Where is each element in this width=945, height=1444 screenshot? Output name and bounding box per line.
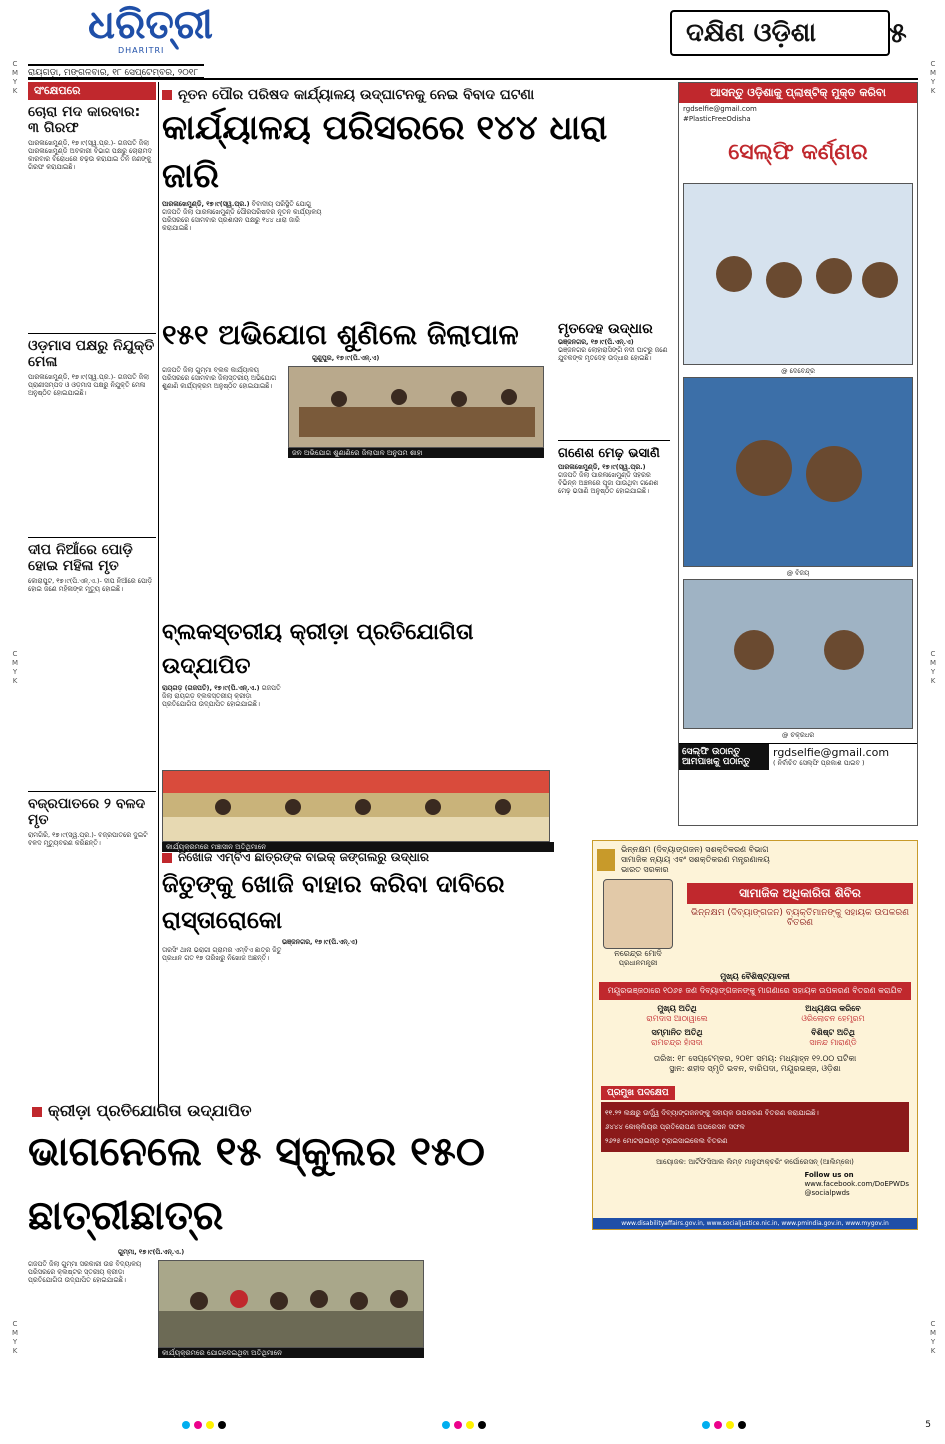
selfie-corner-ad <box>678 82 918 826</box>
story-headline: ୧୫୧ ଅଭିଯୋଗ ଶୁଣିଲେ ଜିଲାପାଳ <box>162 318 519 351</box>
story-dateline: ପାରଳାଖେମୁଣ୍ଡି, ୧୭।୯(ସ୍ୱ.ପ୍ର.) <box>162 200 250 208</box>
meeting-photo <box>288 366 544 448</box>
selfie-footer-email[interactable]: rgdselfie@gmail.com <box>773 746 890 759</box>
department-3: ଭାରତ ସରକାର <box>621 865 669 874</box>
brief-body: ପାରଳାଖେମୁଣ୍ଡି, ୧୭।୯(ସ୍ୱ.ପ୍ର.)- ଗଜପତି ଜିଲା ପ୍ରାଣୀସମ୍ପଦ ଓ ଓଡ଼ମାସ ପକ୍ଷରୁ ନିଯୁକ୍ତି ମେଳା ଅନୁଷ୍ଠିତ ହୋଇଯାଇଛି। <box>28 373 150 397</box>
page-number: ୫ <box>889 16 907 49</box>
guest-name: ରାମଦାସ ଆଠାୱାଲେ <box>646 1014 708 1023</box>
stage-photo-illustration <box>163 771 550 842</box>
highlight-label: ମୁଖ୍ୟ ବୈଶିଷ୍ଟ୍ୟାବଳୀ <box>720 972 790 981</box>
story-dateline: ଭଞ୍ଜନଗର, ୧୭।୯(ପି.ଏନ୍.ଏ) <box>282 938 358 946</box>
selfie-credit: @ ଦେବେନ୍ଦ୍ର <box>781 367 815 375</box>
story-headline: ଗଣେଶ ମେଢ଼ ଭସାଣି <box>558 446 660 461</box>
govt-ad-departments <box>621 845 770 875</box>
camp-title: ସାମାଜିକ ଅଧିକାରିତା ଶିବିର <box>687 883 913 904</box>
story-body-recovered <box>558 320 670 831</box>
initiatives-list <box>601 1102 909 1152</box>
story-body: ଗଜପତି ଜିଲା ଗୁମ୍ମା ସରକାରୀ ଉଚ୍ଚ ବିଦ୍ୟାଳୟ ପରିସରରେ କ୍ଲଷ୍ଟର ସ୍ତରୀୟ କ୍ରୀଡ଼ା ପ୍ରତିଯୋଗିତା ଉଦ୍‌ଯାପିତ ହୋଇଯାଇଛି। <box>28 1260 142 1284</box>
initiatives-label: ପ୍ରମୁଖ ପଦକ୍ଷେପ <box>601 1086 675 1100</box>
registration-marks <box>440 1414 488 1433</box>
story-kicker-text: କ୍ରୀଡ଼ା ପ୍ରତିଯୋଗିତା ଉଦ୍‌ଯାପିତ <box>48 1101 252 1120</box>
story-grievance <box>162 316 552 590</box>
cmyk-mark-right-mid: C M Y K <box>929 650 937 685</box>
selfie-cta-line1: ସେଲ୍‌ଫି ଉଠାନ୍ତୁ <box>682 747 741 757</box>
emblem-icon <box>597 849 615 871</box>
guest-card <box>757 1028 909 1048</box>
story-body <box>162 684 282 768</box>
story-body-continued <box>162 480 552 590</box>
brief-body: ରାମଗିରି, ୧୭।୯(ସ୍ୱ.ପ୍ର.)- ବଜ୍ରପାତରେ ଦୁଇଟି ବଳଦ ମୃତ୍ୟୁବରଣ କରିଛନ୍ତି। <box>28 831 148 847</box>
guest-card <box>757 1004 909 1024</box>
guest-role: ମୁଖ୍ୟ ଅତିଥି <box>657 1004 697 1013</box>
cmyk-mark-left-mid: C M Y K <box>11 650 19 685</box>
story-row <box>162 684 554 768</box>
govt-urls[interactable]: www.disabilityaffairs.gov.in, www.socialjustice.nic.in, www.pmindia.gov.in, www.mygov.in <box>593 1218 917 1229</box>
story-body: ଗଜପତି ଜିଲା ଗୁମ୍ମା ବ୍ଲକ କାର୍ଯ୍ୟାଳୟ ପରିସରରେ ସୋମବାର ଜିଲାସ୍ତରୀୟ ଅଭିଯୋଗ ଶୁଣାଣି କାର୍ଯ୍ୟକ୍ରମ ଅନୁଷ୍ଠିତ ହୋଇଯାଇଛି। <box>162 366 277 390</box>
photo-caption: ଜନ ଅଭିଯୋଗ ଶୁଣାଣିରେ ଜିଲାପାଳ ଅନୁପମ ଶାହା <box>288 448 544 458</box>
guest-role: ବିଶିଷ୍ଟ ଅତିଥି <box>811 1028 855 1037</box>
guest-role: ଅଧ୍ୟକ୍ଷତା କରିବେ <box>805 1004 861 1013</box>
masthead-logo <box>88 1 213 64</box>
story-headline: କାର୍ଯ୍ୟାଳୟ ପରିସରରେ ୧୪୪ ଧାରା ଜାରି <box>162 108 608 196</box>
logo-text: ଧରିତ୍ରୀ <box>88 1 213 48</box>
brief-headline: ଦୀପ ନିଆଁରେ ପୋଡ଼ି ହୋଇ ମହିଳା ମୃତ <box>28 542 133 574</box>
dateline: ରାୟଗଡ଼ା, ମଙ୍ଗଳବାର, ୧୮ ସେପ୍ଟେମ୍ବର, ୨୦୧୮ <box>28 64 204 78</box>
initiative-item: ୧୧.୨୨ ଲକ୍ଷରୁ ଊର୍ଦ୍ଧ୍ୱ ଦିବ୍ୟାଙ୍ଗଜନଙ୍କୁ ସହାୟକ ଉପକରଣ ବିତରଣ କରାଯାଇଛି। <box>605 1109 819 1117</box>
logo-subtitle: DHARITRI <box>118 46 165 55</box>
twitter-link[interactable]: @socialpwds <box>804 1189 850 1197</box>
brief-item <box>28 542 156 787</box>
selfie-logo <box>679 123 917 181</box>
group-photo-illustration <box>159 1261 424 1348</box>
story-row <box>162 366 552 476</box>
story-road-blockade <box>162 848 582 1096</box>
selfie-cta-line2: ଆମପାଖକୁ ପଠାନ୍ତୁ <box>682 757 751 767</box>
pm-title: ପ୍ରଧାନମନ୍ତ୍ରୀ <box>618 959 658 967</box>
bullet-icon <box>162 90 172 100</box>
social-links <box>804 1171 909 1198</box>
story-kicker-text: ନୂତନ ପୌର ପରିଷଦ କାର୍ଯ୍ୟାଳୟ ଉଦ୍‌ଘାଟନକୁ ନେଇ ବିବାଦ ଘଟଣା <box>178 87 535 103</box>
selfie-cta <box>679 744 769 770</box>
selfie-photo-illustration <box>684 580 913 729</box>
facebook-link[interactable]: www.facebook.com/DoEPWDs <box>804 1180 909 1188</box>
initiative-item: ୬୪୪୪ କୋକ୍ଲିୟର ପ୍ରତିରୋପଣ ଅପରେସନ ସଫଳ <box>605 1123 745 1131</box>
cmyk-mark-right-top: C M Y K <box>929 60 937 95</box>
story-kicker <box>162 86 668 104</box>
brief-headline: ବଜ୍ରପାତରେ ୨ ବଳଦ ମୃତ <box>28 796 146 828</box>
brief-body: କୋରାପୁଟ, ୧୭।୯(ପି.ଏନ୍.ଏ.)- ଦୀପ ନିଆଁରେ ପୋଡ଼ି ହୋଇ ଜଣେ ମହିଳାଙ୍କ ମୃତ୍ୟୁ ହୋଇଛି। <box>28 577 153 593</box>
govt-ad-header <box>593 841 917 879</box>
department-1: ଭିନ୍ନକ୍ଷମ (ଦିବ୍ୟାଙ୍ଗଜନ) ସଶକ୍ତିକରଣ ବିଭାଗ <box>621 845 769 854</box>
brief-headline: ଓଡ଼ମାସ ପକ୍ଷରୁ ନିଯୁକ୍ତି ମେଳା <box>28 338 155 370</box>
story-body: ଭଞ୍ଜନଗର ଲୋହାରାସିଙ୍ଗି ନଦୀ ଘାଟରୁ ଜଣେ ଯୁବକଙ୍କ ମୃତଦେହ ଉଦ୍ଧାର ହୋଇଛି। <box>558 346 668 362</box>
story-divider <box>558 440 670 441</box>
story-dateline: ଗୁଣୁପୁର, ୧୭।୯(ପି.ଏନ୍.ଏ) <box>312 354 380 362</box>
highlight-block <box>599 972 911 1000</box>
group-photo <box>158 1260 424 1348</box>
pm-block <box>593 879 683 968</box>
briefs-label: ସଂକ୍ଷେପରେ <box>28 82 156 100</box>
selfie-banner: ଆସନ୍ତୁ ଓଡ଼ିଶାକୁ ପ୍ଲାଷ୍ଟିକ୍ ମୁକ୍ତ କରିବା <box>679 83 917 103</box>
event-place: ସ୍ଥାନ: ଶହୀଦ ସ୍ମୃତି ଭବନ, ବାରିପଦା, ମୟୂରଭଞ୍ଜ, ଓଡ଼ିଶା <box>669 1064 841 1073</box>
story-body-continued <box>430 1260 580 1380</box>
selfie-credit: @ ବିଜୟ <box>786 569 810 577</box>
story-body-continued <box>447 946 582 1096</box>
selfie-photo <box>683 579 913 729</box>
govt-ad-hero <box>593 879 917 968</box>
photo-caption: କାର୍ଯ୍ୟକ୍ରମରେ ଯୋଗଦେଇଥିବା ଅତିଥିମାନେ <box>158 1348 424 1358</box>
department-2: ସାମାଜିକ ନ୍ୟାୟ ଏବଂ ସଶକ୍ତିକରଣ ମନ୍ତ୍ରଣାଳୟ <box>621 855 770 864</box>
photo-caption: କାର୍ଯ୍ୟକ୍ରମରେ ମଞ୍ଚାସୀନ ଅତିଥିମାନେ <box>162 842 554 852</box>
guest-name: ଓରିଲୋଚନ ହେମ୍ବ୍ରମ <box>801 1014 865 1023</box>
meeting-photo-illustration <box>289 367 544 448</box>
brief-item <box>28 338 156 533</box>
story-body-columns <box>162 946 582 1096</box>
cmyk-mark-right-bottom: C M Y K <box>929 1320 937 1355</box>
registration-marks <box>700 1414 748 1433</box>
story-headline: ଜିତୁଙ୍କୁ ଖୋଜି ବାହାର କରିବା ଦାବିରେ ରାସ୍ତାରୋକୋ <box>162 870 505 934</box>
camp-subtitle: ଭିନ୍ନକ୍ଷମ (ଦିବ୍ୟାଙ୍ଗଜନ) ବ୍ୟକ୍ତିମାନଙ୍କୁ ସହାୟକ ଉପକରଣ ବିତରଣ <box>690 908 909 928</box>
story-headline: ମୃତଦେହ ଉଦ୍ଧାର <box>558 321 653 337</box>
cmyk-mark-left-bottom: C M Y K <box>11 1320 19 1355</box>
govt-ad <box>592 840 918 1230</box>
masthead-rule <box>28 78 918 80</box>
story-body-continued <box>288 684 554 768</box>
brief-divider <box>28 791 156 792</box>
organizer-line: ଆୟୋଜକ: ଆର୍ଟିଫିସିଆଲ ଲିମ୍ବ ମାନୁଫାକ୍ଚରିଂ କର୍ପୋରେସନ୍ (ଆଲିମ୍‌କୋ) <box>656 1158 854 1166</box>
highlight-text: ମୟୂରଭଞ୍ଜଠାରେ ୧୦୬୫ ଜଣ ଦିବ୍ୟାଙ୍ଗଜନଙ୍କୁ ମାଗଣାରେ ସହାୟକ ଉପକରଣ ବିତରଣ କରାଯିବ <box>599 982 911 1000</box>
story-kicker <box>32 1102 586 1120</box>
page-corner-number: 5 <box>925 1420 931 1430</box>
selfie-credit: @ ଚକ୍ରଧର <box>781 731 815 739</box>
selfie-email-line: rgdselfie@gmail.com <box>683 105 757 113</box>
guest-name: ସାନନ୍ଦ ମାରାଣ୍ଡି <box>809 1038 857 1047</box>
story-photo-block <box>288 366 544 476</box>
story-headline: ଭାଗନେଲେ ୧୫ ସ୍କୁଲର ୧୫୦ ଛାତ୍ରୀଛାତ୍ର <box>28 1129 485 1239</box>
event-date: ତାରିଖ: ୧୮ ସେପ୍ଟେମ୍ବର, ୨୦୧୮ ସମୟ: ମଧ୍ୟାହ୍ନ ୧୨.୦୦ ଘଟିକା <box>653 1054 857 1063</box>
story-block-sports <box>162 616 554 852</box>
briefs-column <box>28 82 156 1021</box>
story-dateline: ଭଞ୍ଜନଗର, ୧୭।୯(ପି.ଏନ୍.ଏ) <box>558 338 634 346</box>
brief-divider <box>28 537 156 538</box>
guest-role: ସମ୍ମାନିତ ଅତିଥି <box>651 1028 703 1037</box>
column-rule <box>158 82 159 1112</box>
brief-body: ପାରଳାଖେମୁଣ୍ଡି, ୧୭।୯(ସ୍ୱ.ପ୍ର.)- ଗଜପତି ଜିଲା ପାରଳାଖେମୁଣ୍ଡି ଅବକାରୀ ବିଭାଗ ପକ୍ଷରୁ ଚୋରାମଦ କାରବାର ବିରୋଧରେ ଚଢ଼ଉ କରାଯାଇ ତିନି ଜଣଙ୍କୁ ଗିରଫ କରାଯାଇଛି। <box>28 139 152 171</box>
story-dateline: ଗୁମ୍ମା, ୧୭।୯(ପି.ଏନ୍.ଏ.) <box>118 1248 185 1256</box>
story-kicker-text: ନିଖୋଜ ଏମ୍‌ବିଏ ଛାତ୍ରଙ୍କ ବାଇକ୍ ଜଙ୍ଗଲରୁ ଉଦ୍ଧାର <box>178 850 429 864</box>
guest-grid <box>601 1004 909 1048</box>
initiative-item: ୨୬୨୫ ମୋଟରାଇଜ୍ଡ ଟ୍ରାଇସାଇକେଲ ବିତରଣ <box>605 1137 728 1145</box>
story-body-text: ଗଜପତି ଜିଲା ରାୟଗଡ଼ ବ୍ଲକସ୍ତରୀୟ କ୍ରୀଡ଼ା ପ୍ରତିଯୋଗିତା ଉଦ୍‌ଯାପିତ ହୋଇଯାଇଛି। <box>162 684 281 708</box>
follow-label: Follow us on <box>804 1171 854 1179</box>
story-kicker <box>162 848 582 866</box>
story-school-sports <box>28 1102 586 1444</box>
selfie-footer <box>679 743 917 770</box>
bullet-icon <box>162 853 172 863</box>
brief-headline: ଚୋରା ମଦ କାରବାର: ୩ ଗିରଫ <box>28 104 141 136</box>
selfie-footer-note: ( ନିର୍ବାଚିତ ସେଲ୍‌ଫି ପ୍ରକାଶ ପାଇବ ) <box>773 759 865 767</box>
stage-photo <box>162 770 550 842</box>
guest-card <box>601 1004 753 1024</box>
brief-divider <box>28 333 156 334</box>
selfie-logo-text: ସେଲ୍‌ଫି କର୍ଣ୍ଣର <box>728 139 868 165</box>
brief-item <box>28 104 156 329</box>
section-title: ଦକ୍ଷିଣ ଓଡ଼ିଶା <box>670 10 890 56</box>
camp-title-block <box>683 879 917 968</box>
story-headline: ବ୍ଲକସ୍ତରୀୟ କ୍ରୀଡ଼ା ପ୍ରତିଯୋଗିତା ଉଦ୍‌ଯାପିତ <box>162 620 474 679</box>
story-body-text: ବିବାଦୀୟ ପରିସ୍ଥିତି ଯୋଗୁ ଗଜପତି ଜିଲା ପାରଳାଖେମୁଣ୍ଡି ପୌରପରିଷଦର ନୂତନ କାର୍ଯ୍ୟାଳୟ ପରିସରରେ ସୋମବାର ପ୍ରଶାସନ ପକ୍ଷରୁ ୧୪୪ ଧାରା ଜାରି କରାଯାଇଛି। <box>162 200 322 232</box>
story-body-continued <box>305 946 440 1096</box>
pm-name: ନରେନ୍ଦ୍ର ମୋଦି <box>614 949 662 958</box>
story-body: ତାରସିଂ ଥାନା ଭରାଗୀ ଗ୍ରାମର ଏମ୍‌ବିଏ ଛାତ୍ର ଜିତୁ ପ୍ରଧାନ ଗତ ୧୭ ତାରିଖରୁ ନିଖୋଜ ଅଛନ୍ତି। <box>162 946 282 962</box>
story-dateline: ରାୟଗଡ଼ (ଗଜପତି), ୧୭।୯(ପି.ଏନ୍.ଏ.) <box>162 684 260 692</box>
cmyk-mark-left-top: C M Y K <box>11 60 19 95</box>
selfie-photo <box>683 183 913 365</box>
story-photo-block <box>158 1260 424 1380</box>
selfie-photo-illustration <box>684 184 913 365</box>
initiatives-block <box>601 1080 909 1152</box>
guest-name: ରାମଚନ୍ଦ୍ର ହାଁସଦା <box>651 1038 703 1047</box>
selfie-hashtag-line: #PlasticFreeOdisha <box>683 115 751 123</box>
story-dateline: ପାରଳାଖେମୁଣ୍ଡି, ୧୭।୯(ସ୍ୱ.ପ୍ର.) <box>558 463 646 471</box>
brief-item <box>28 796 156 1021</box>
print-footer <box>0 1408 945 1437</box>
story-body: ଗଜପତି ଜିଲା ପାରଳାଖେମୁଣ୍ଡି ସହରର ବିଭିନ୍ନ ଅଞ୍ଚଳରେ ପୂଜା ପାଉଥିବା ଗଣେଶ ମେଢ଼ ଭସାଣି ଅନୁଷ୍ଠିତ ହୋଇଯାଇଛି। <box>558 471 659 495</box>
social-block <box>601 1171 909 1198</box>
selfie-photo-illustration <box>684 378 913 567</box>
selfie-photo <box>683 377 913 567</box>
bullet-icon <box>32 1107 42 1117</box>
pm-photo <box>603 879 673 949</box>
guest-card <box>601 1028 753 1048</box>
selfie-footer-contact <box>769 744 893 770</box>
registration-marks <box>180 1414 228 1433</box>
story-row <box>28 1260 586 1380</box>
